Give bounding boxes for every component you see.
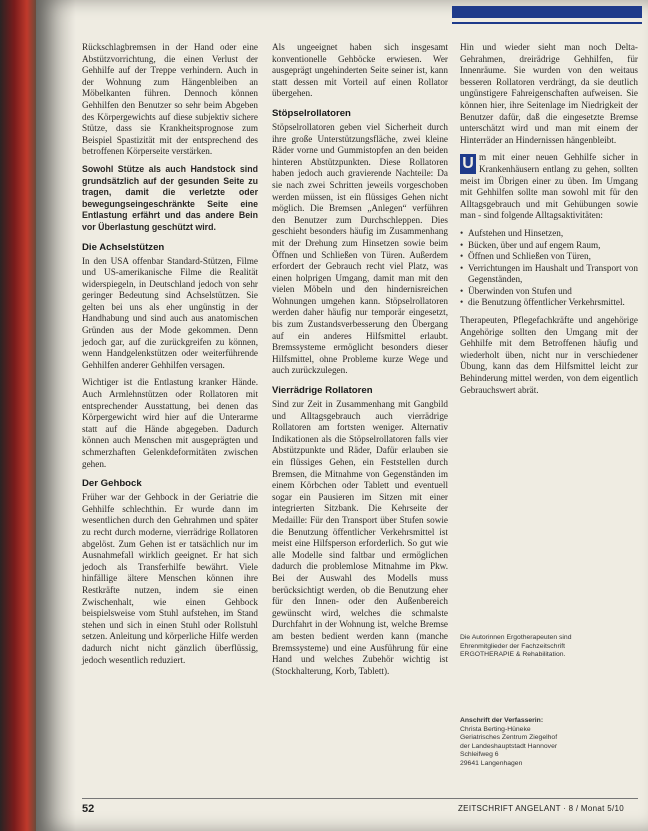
address-line: Christa Berting-Hüneke	[460, 725, 531, 733]
paragraph: m mit einer neuen Gehhilfe sicher in Krankenhäusern entlang zu gehen, sollten meist im Übrigen einer zu üben. Im Umgang mit Gehhilfen sollte man sowohl mit für den Alltagsgebrauch und mit Gehübungen sowie man - sind folgende Alltagsaktivitäten:	[460, 152, 638, 221]
dropcap-paragraph	[460, 152, 638, 222]
paragraph: Sind zur Zeit in Zusammenhang mit Gangbild und Alltagsgebrauch auch vierrädrige Rollatoren am fortsten weniger. Alternativ Indikationen als die Stöpselrollatoren falls vier Abstützpunkte und Räder, Dafür erlauben sie ein flüssiges Gehen, ein Feststellen durch Bremsen, die Mitnahme von Gegenständen im einem Körbchen oder Tablett und eventuell sogar ein Pausieren im Sitzen mit einer integrierten Sitzbank. Die Kehrseite der Medaille: Für den Transport über Stufen sowie die Benutzung öffentlicher Verkehrsmittel ist meist eine Hilfsperson erforderlich. So gut wie alle Modelle sind faltbar und ermöglichen dadurch die problemlose Mitnahme im Pkw. Bei der Auswahl des Modells muss berücksichtigt werden, ob die Benutzung eher für den Innen- oder den Außenbereich gewünscht wird, welches die schmalste Durchfahrt in der Wohnung ist, welche Bremse am besten bedient werden kann (manche Bremssysteme) und eine Ausführung für eine Hand und welches Zubehör wichtig ist (Stockhalterung, Korb, Tablett).	[272, 399, 448, 676]
footer-divider	[82, 798, 638, 799]
list-item: • Aufstehen und Hinsetzen,	[460, 228, 638, 240]
author-note: Die Autorinnen Ergotherapeuten sind Ehrenmitglieder der Fachzeitschrift ERGOTHERAPIE & Rehabilitation.	[460, 634, 572, 659]
paragraph: Als ungeeignet haben sich insgesamt konventionelle Gehböcke erwiesen. Wer ausgeprägt ungehinderten Seite seiner ist, kann statt dessen mit Vorteil auf einen Rollator übergehen.	[272, 42, 448, 99]
address-line: 29641 Langenhagen	[460, 759, 523, 767]
address-line: Schleifweg 6	[460, 751, 499, 759]
paragraph: Früher war der Gehbock in der Geriatrie die Gehhilfe schlechthin. Er wurde dann im wesentlichen durch den Gehrahmen und später zu recht durch moderne, vierrädrige Rollatoren abgelöst. Zum Gehen ist er tatsächlich nur im Ausnahmefall wirklich geeignet. Er hat sich jedoch als Transferhilfe bewährt. Viele hinfällige ältere Menschen können ihre Restkräfte nutzen, indem sie einen Zwischenhalt, wie einen Gehbock beispielsweise vom Stuhl aufstehen, im Stand stehen und sich in einen Stuhl oder Rollstuhl setzen. Anleitung und körperliche Hilfe werden dadurch nicht nicht gänzlich überflüssig, jedoch wesentlich reduziert.	[82, 492, 258, 665]
paragraph: Rückschlagbremsen in der Hand oder eine Abstützvorrichtung, die einen Verlust der Gehhilfe auf der Treppe verhindern. Auch in der Wohnung zum Hängenbleiben an Möbelkanten führen. Dennoch können Gehhilfen den Benutzer so sehr beim Abgeben des Körpergewichts auf diese subjektiv sichere Stütze, dass sie Krankheitsprognose zum Beispiel Spastizität mit der entsprechend des betroffenen Körperseite verstärken.	[82, 42, 258, 157]
author-address	[460, 717, 620, 769]
paragraph: Stöpselrollatoren geben viel Sicherheit durch ihre große Unterstützungsfläche, zwei kleine Räder vorne und Gummistopfen an den beiden hinteren Abstützpunkten. Diese Rollatoren haben jedoch auch gravierende Nachteile: Da sie nach zwei Schritten jeweils vorgeschoben werden müssen, ist ein flüssiges Gehen nicht möglich. Die Bremsen „Anlegen“ verführen den Benutzer zum Durchschleppen. Dies geschieht besonders häufig im Zusammenhang mit der Drehung zum Hinsetzen sowie beim Öffnen und Schließen von Türen. Außerdem erfordert der Gebrauch recht viel Platz, was einen holprigen Umgang, damit man mit den vielen Möbeln und den hindernisreichen Wohnungen umgehen kann. Stöpselrollatoren werden daher häufig nur temporär eingesetzt, bis zum Zustandsverbesserung den Übergang auf ein anderes Hilfsmittel erlaubt. Bremssysteme ermöglicht besonders dieser Hilfsmittel, ohne Probleme kurze Wege und auch zurückzulegen.	[272, 121, 448, 376]
list-item: • Verrichtungen im Haushalt und Transport von Gegenständen,	[460, 263, 638, 286]
address-line: Geriatrisches Zentrum Ziegelhof	[460, 734, 558, 742]
header-accent-bar	[452, 6, 642, 18]
magazine-footer: ZEITSCHRIFT ANGELANT · 8 / Monat 5/10	[458, 804, 624, 813]
section-heading: Vierrädrige Rollatoren	[272, 385, 373, 397]
header-accent-line	[452, 22, 642, 24]
list-item: • Bücken, über und auf engem Raum,	[460, 240, 638, 252]
paragraph: In den USA offenbar Standard-Stützen, Filme und US-amerikanische Filme die Realität widerspiegeln, in Deutschland jedoch von sehr geringer Bedeutung sind Achselstützen. Sie gelten bei uns als eher ungünstig in der Handhabung und sind auch aus anatomischen Gründen aus der Mode gekommen. Denn jedoch gar, auf die zurückgreifen zu können, wenn Handgelenkstützen oder weiterführende Gehhilfen anderer Gehhilfen versagen.	[82, 255, 258, 370]
page-number: 52	[82, 803, 95, 815]
address-line: der Landeshauptstadt Hannover	[460, 742, 558, 750]
paragraph-bold: Sowohl Stütze als auch Handstock sind grundsätzlich auf der gesunden Seite zu tragen, damit die verletzte oder bewegungseingeschränkte Seite eine Entlastung erfährt und das andere Bein vor Überlastung geschützt wird.	[82, 163, 258, 232]
section-heading: Die Achselstützen	[82, 241, 165, 253]
column-left	[82, 42, 258, 672]
book-spine	[0, 0, 36, 831]
column-right	[460, 42, 638, 402]
paragraph: Therapeuten, Pflegefachkräfte und angehörige Angehörige sollten den Umgang mit der Gehhilfe mit dem Betroffenen häufig und wiederholt üben, nicht nur in verschiedener Übung, kann das dem Hilfsmittel leicht zur Behinderung mittel werden, von dem eigentlich Gebrauchswert abrät.	[460, 315, 638, 395]
column-middle	[272, 42, 448, 683]
section-heading: Der Gehbock	[82, 478, 142, 490]
list-item: • Öffnen und Schließen von Türen,	[460, 251, 638, 263]
page-gutter-shadow	[36, 0, 76, 831]
address-heading: Anschrift der Verfasserin:	[460, 717, 544, 724]
section-heading: Stöpselrollatoren	[272, 107, 351, 119]
list-item: • die Benutzung öffentlicher Verkehrsmittel.	[460, 297, 638, 309]
paragraph: Hin und wieder sieht man noch Delta-Gehrahmen, dreirädrige Gehhilfen, für Innenräume. Sie wurden von den weitaus besseren Rollatoren verdrängt, da sie deutlich ungünstigere Fahreigenschaften aufweisen. Sie können hier, ihre Seitenlage im Niedrigkeit der Benutzer dafür, daß die eingesetzte Bremse unterschätzt wird und man mit einem der Hinterräder an Hindernissen hängenbleibt.	[460, 42, 638, 145]
bullet-list	[460, 228, 638, 309]
list-item: • Überwinden von Stufen und	[460, 286, 638, 298]
dropcap-letter: U	[460, 154, 476, 174]
paragraph: Wichtiger ist die Entlastung kranker Hände. Auch Armlehnstützen oder Rollatoren mit entsprechender Ausstattung, bei denen das Körpergewicht wird hier auf die Unterarme statt auf die Hände abgegeben. Dadurch können auch Menschen mit ausgeprägten und schmerzhaften Gelenkdeformitäten zwischen gehen.	[82, 377, 258, 469]
